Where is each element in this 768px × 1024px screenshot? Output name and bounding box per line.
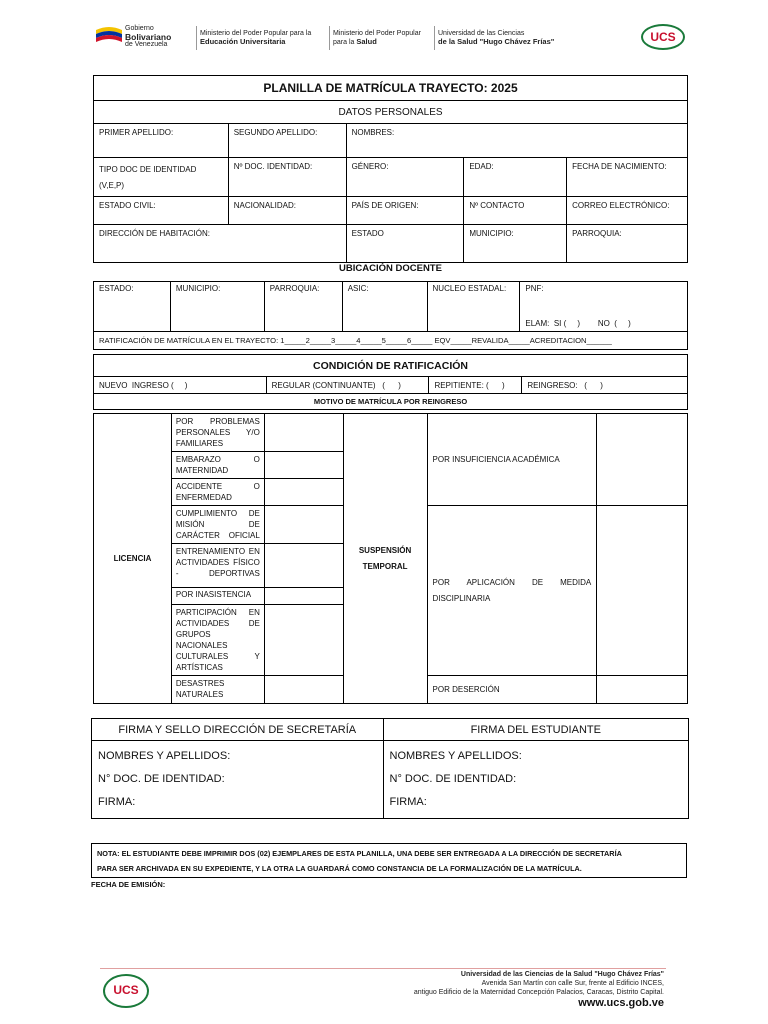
- signature-table: [91, 718, 689, 819]
- genero-label: GÉNERO:: [351, 162, 389, 171]
- note-box: [91, 843, 687, 878]
- note-line-1: NOTA: EL ESTUDIANTE DEBE IMPRIMIR DOS (02) EJEMPLARES DE ESTA PLANILLA, UNA DEBE SER ENTREGADA A LA DIRECCIÓN DE SECRETARÍA: [97, 849, 622, 858]
- ub-nucleo-label: NUCLEO ESTADAL:: [432, 284, 507, 293]
- footer-logo-text: UCS: [113, 983, 139, 997]
- ub-asic-label: ASIC:: [347, 284, 369, 293]
- ministry-education-line-1: Ministerio del Poder Popular para la: [200, 30, 312, 37]
- ub-elam-label: ELAM: SI ( ) NO ( ): [525, 319, 631, 328]
- ucs-logo: [641, 24, 685, 50]
- num-contacto-label: Nº CONTACTO: [469, 201, 525, 210]
- municipio-label: MUNICIPIO:: [469, 229, 514, 238]
- ministry-education-line-2: Educación Universitaria: [200, 37, 286, 46]
- note-line-2: PARA SER ARCHIVADA EN SU EXPEDIENTE, Y LA OTRA LA GUARDARÁ COMO CONSTANCIA DE LA FORMALIZACIÓN DE LA MATRÍCULA.: [97, 864, 582, 873]
- personal-section-title: DATOS PERSONALES: [94, 101, 688, 124]
- footer-address: [414, 970, 664, 1010]
- licencia-item: CUMPLIMIENTO DE MISIÓN DE CARÁCTER OFICIAL: [171, 506, 264, 544]
- footer-line-3: antiguo Edificio de la Maternidad Concepción Palacios, Caracas, Distrito Capital.: [413, 989, 664, 996]
- venezuela-flag-icon: [96, 26, 122, 42]
- gov-line-2: Bolivariano: [125, 32, 172, 42]
- motivo-table: [93, 413, 688, 704]
- ub-pnf-label: PNF:: [525, 284, 544, 293]
- footer-line-1: Universidad de las Ciencias de la Salud "Hugo Chávez Frías": [460, 971, 664, 978]
- ucs-logo-text: UCS: [650, 30, 676, 44]
- sig-right-firma: FIRMA:: [389, 796, 427, 808]
- sig-left-doc: N° DOC. DE IDENTIDAD:: [98, 773, 225, 785]
- num-doc-label: Nº DOC. IDENTIDAD:: [233, 162, 313, 171]
- licencia-item: PARTICIPACIÓN EN ACTIVIDADES DE GRUPOS NACIONALES CULTURALES Y ARTÍSTICAS: [171, 605, 264, 676]
- nuevo-ingreso-label: NUEVO INGRESO ( ): [99, 380, 188, 390]
- estado-label: ESTADO: [351, 229, 384, 238]
- correo-label: CORREO ELECTRÓNICO:: [572, 201, 670, 210]
- ministry-health-line-1: Ministerio del Poder Popular: [333, 30, 421, 37]
- ub-estado-label: ESTADO:: [99, 284, 134, 293]
- university-text: [438, 30, 568, 47]
- gov-line-1: Gobierno: [125, 25, 154, 32]
- licencia-item: POR INASISTENCIA: [171, 588, 264, 605]
- footer-line-2: Avenida San Martín con calle Sur, frente al Edificio INCES,: [481, 980, 664, 987]
- tipo-doc-label: TIPO DOC DE IDENTIDAD: [99, 165, 197, 174]
- ub-municipio-label: MUNICIPIO:: [175, 284, 221, 293]
- insuficiencia-label: POR INSUFICIENCIA ACADÉMICA: [427, 414, 597, 506]
- fecha-nac-label: FECHA DE NACIMIENTO:: [572, 162, 667, 171]
- university-line-1: Universidad de las Ciencias: [438, 30, 525, 37]
- condicion-table: [93, 354, 688, 410]
- licencia-item: EMBARAZO O MATERNIDAD: [171, 452, 264, 479]
- footer-url-link[interactable]: www.ucs.gob.ve: [578, 997, 664, 1009]
- parroquia-label: PARROQUIA:: [572, 229, 622, 238]
- university-line-2: de la Salud "Hugo Chávez Frías": [438, 37, 555, 46]
- primer-apellido-label: PRIMER APELLIDO:: [99, 128, 174, 137]
- disciplinaria-label: POR APLICACIÓN DE MEDIDA DISCIPLINARIA: [427, 506, 597, 676]
- pais-origen-label: PAÍS DE ORIGEN:: [351, 201, 419, 210]
- repitiente-label: REPITIENTE: ( ): [434, 380, 505, 390]
- gov-line-3: de Venezuela: [125, 41, 168, 48]
- ministry-health-text: Ministerio del Poder Popular para la Salud: [333, 30, 433, 47]
- suspension-label: SUSPENSIÓN TEMPORAL: [343, 414, 427, 704]
- form-title: PLANILLA DE MATRÍCULA TRAYECTO: 2025: [94, 76, 688, 101]
- regular-label: REGULAR (CONTINUANTE) ( ): [271, 380, 401, 390]
- footer-divider: [100, 968, 666, 969]
- footer-ucs-logo: [103, 974, 149, 1008]
- licencia-item: POR PROBLEMAS PERSONALES Y/O FAMILIARES: [171, 414, 264, 452]
- personal-data-table: [93, 75, 688, 263]
- nacionalidad-label: NACIONALIDAD:: [233, 201, 296, 210]
- signature-left-title: FIRMA Y SELLO DIRECCIÓN DE SECRETARÍA: [92, 719, 384, 741]
- nombres-label: NOMBRES:: [351, 128, 395, 137]
- direccion-label: DIRECCIÓN DE HABITACIÓN:: [99, 229, 210, 238]
- tipo-doc-options: (V,E,P): [99, 181, 125, 190]
- edad-label: EDAD:: [469, 162, 494, 171]
- ubicacion-title: UBICACIÓN DOCENTE: [339, 263, 442, 274]
- sig-right-nombres: NOMBRES Y APELLIDOS:: [389, 750, 522, 762]
- header-bar: [0, 18, 768, 58]
- motivo-title: MOTIVO DE MATRÍCULA POR REINGRESO: [94, 394, 688, 410]
- licencia-item: DESASTRES NATURALES: [171, 676, 264, 704]
- sig-left-firma: FIRMA:: [98, 796, 136, 808]
- licencia-item: ENTRENAMIENTO EN ACTIVIDADES FÍSICO - DEPORTIVAS: [171, 544, 264, 588]
- condicion-title: CONDICIÓN DE RATIFICACIÓN: [94, 355, 688, 377]
- gov-text: [125, 25, 195, 49]
- ratificacion-line: RATIFICACIÓN DE MATRÍCULA EN EL TRAYECTO: 1_____2_____3_____4_____5_____6_____ EQV_____REVALIDA_____ACREDITACION______: [99, 336, 612, 345]
- desercion-label: POR DESERCIÓN: [427, 676, 597, 704]
- sig-left-nombres: NOMBRES Y APELLIDOS:: [98, 750, 231, 762]
- sig-right-doc: N° DOC. DE IDENTIDAD:: [389, 773, 517, 785]
- licencia-label: LICENCIA: [94, 414, 172, 704]
- segundo-apellido-label: SEGUNDO APELLIDO:: [233, 128, 318, 137]
- reingreso-label: REINGRESO: ( ): [527, 380, 603, 390]
- signature-right-title: FIRMA DEL ESTUDIANTE: [383, 719, 688, 741]
- estado-civil-label: ESTADO CIVIL:: [99, 201, 156, 210]
- ub-parroquia-label: PARROQUIA:: [269, 284, 320, 293]
- ministry-education-text: [200, 30, 330, 47]
- ubicacion-table: [93, 281, 688, 350]
- licencia-item: ACCIDENTE O ENFERMEDAD: [171, 479, 264, 506]
- fecha-emision-label: FECHA DE EMISIÓN:: [91, 880, 166, 889]
